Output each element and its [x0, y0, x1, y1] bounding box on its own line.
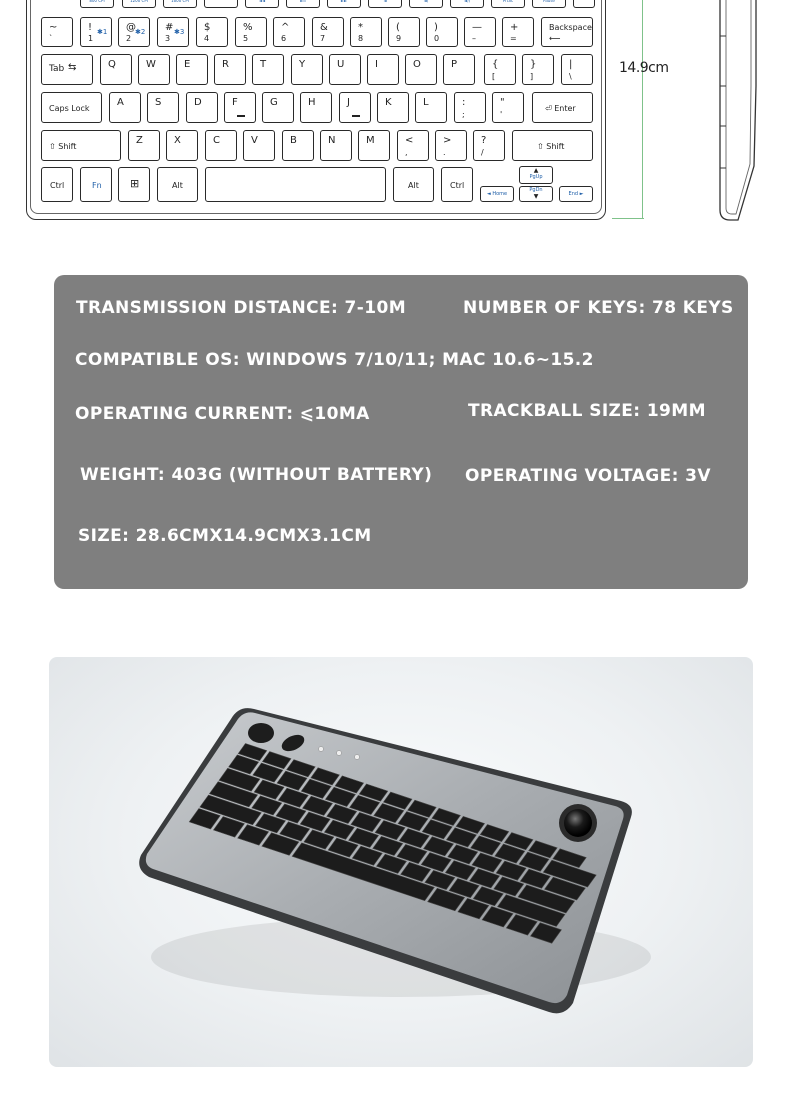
key-tilde: ~ `	[41, 17, 73, 47]
key-v: V	[243, 130, 275, 161]
function-key: ◄)	[409, 0, 443, 8]
key-a: A	[109, 92, 141, 123]
key-b: B	[282, 130, 314, 161]
key-3: # ✱3 3	[157, 17, 189, 47]
key-right-ctrl: Ctrl	[441, 167, 473, 202]
dimension-extension-line	[612, 218, 644, 219]
key-left-shift: ⇧ Shift	[41, 130, 121, 161]
key-9: ( 9	[388, 17, 420, 47]
keyboard-side-profile	[716, 0, 762, 224]
key-6: ^ 6	[273, 17, 305, 47]
key-enter: ⏎ Enter	[532, 92, 593, 123]
key-left-ctrl: Ctrl	[41, 167, 73, 202]
key-semicolon: : ;	[454, 92, 486, 123]
function-key: 800 CPI	[80, 0, 114, 8]
key-left-brace: { [	[484, 54, 516, 85]
function-key: ►►	[327, 0, 361, 8]
keyboard-photo-illustration	[49, 657, 753, 1067]
key-equals: + =	[502, 17, 534, 47]
key-backspace: Backspace ⟵	[541, 17, 593, 47]
key-minus: — –	[464, 17, 496, 47]
key-5: % 5	[235, 17, 267, 47]
spec-operating-voltage: OPERATING VOLTAGE: 3V	[465, 466, 711, 486]
key-c: C	[205, 130, 237, 161]
spec-size: SIZE: 28.6CMX14.9CMX3.1CM	[78, 526, 372, 546]
key-right-alt: Alt	[393, 167, 434, 202]
key-t: T	[252, 54, 284, 85]
key-1: ! ✱1 1	[80, 17, 112, 47]
key-l: L	[415, 92, 447, 123]
product-photo	[49, 657, 753, 1067]
key-down-arrow: PgDn ▼	[519, 186, 553, 202]
home-bump	[352, 115, 360, 117]
key-caps-lock: Caps Lock	[41, 92, 102, 123]
key-q: Q	[100, 54, 132, 85]
key-right-brace: } ]	[522, 54, 554, 85]
height-dimension-label: 14.9cm	[619, 60, 669, 76]
key-slash: ? /	[473, 130, 505, 161]
key-comma: < ,	[397, 130, 429, 161]
function-key: 1200 CPI	[122, 0, 156, 8]
key-g: G	[262, 92, 294, 123]
key-y: Y	[291, 54, 323, 85]
key-x: X	[166, 130, 198, 161]
spec-transmission-distance: TRANSMISSION DISTANCE: 7-10M	[76, 298, 407, 318]
key-0: ) 0	[426, 17, 458, 47]
key-backslash: | \	[561, 54, 593, 85]
key-o: O	[405, 54, 437, 85]
key-p: P	[443, 54, 475, 85]
key-4: $ 4	[196, 17, 228, 47]
key-n: N	[320, 130, 352, 161]
key-e: E	[176, 54, 208, 85]
key-windows	[118, 167, 150, 202]
function-key: PrtSc	[491, 0, 525, 8]
key-quote: " '	[492, 92, 524, 123]
key-f: F	[224, 92, 256, 123]
windows-icon: ⊞	[130, 177, 140, 190]
height-dimension-line	[642, 0, 643, 218]
key-left-arrow: ◄ Home	[480, 186, 514, 202]
key-i: I	[367, 54, 399, 85]
function-key: Pause	[532, 0, 566, 8]
key-fn: Fn	[80, 167, 112, 202]
key-h: H	[300, 92, 332, 123]
spec-number-of-keys: NUMBER OF KEYS: 78 KEYS	[463, 298, 734, 318]
function-key: ◄◄	[245, 0, 279, 8]
key-j: J	[339, 92, 371, 123]
key-z: Z	[128, 130, 160, 161]
key-tab: Tab ⇆	[41, 54, 93, 85]
key-right-arrow: End ►	[559, 186, 593, 202]
function-key: 1600 CPI	[163, 0, 197, 8]
key-left-alt: Alt	[157, 167, 198, 202]
key-k: K	[377, 92, 409, 123]
key-8: * 8	[350, 17, 382, 47]
key-r: R	[214, 54, 246, 85]
key-7: & 7	[312, 17, 344, 47]
tab-arrows-icon: ⇆	[68, 62, 77, 73]
key-period: > .	[435, 130, 467, 161]
spec-trackball-size: TRACKBALL SIZE: 19MM	[468, 401, 706, 421]
spec-operating-current: OPERATING CURRENT: ⩽10MA	[75, 404, 370, 424]
key-w: W	[138, 54, 170, 85]
keyboard-drawing	[0, 0, 800, 240]
key-m: M	[358, 130, 390, 161]
function-key	[573, 0, 595, 8]
key-right-shift: ⇧ Shift	[512, 130, 593, 161]
function-key	[204, 0, 238, 8]
spec-weight: WEIGHT: 403G (WITHOUT BATTERY)	[80, 465, 433, 485]
key-up-arrow: ▲ PgUp	[519, 166, 553, 184]
home-bump	[237, 115, 245, 117]
function-key: ◄))	[450, 0, 484, 8]
function-key: ◄	[368, 0, 402, 8]
key-space	[205, 167, 386, 202]
spec-panel	[54, 275, 748, 589]
key-s: S	[147, 92, 179, 123]
key-2: @ ✱2 2	[118, 17, 150, 47]
key-d: D	[186, 92, 218, 123]
function-key: ►II	[286, 0, 320, 8]
key-u: U	[329, 54, 361, 85]
spec-compatible-os: COMPATIBLE OS: WINDOWS 7/10/11; MAC 10.6~15.2	[75, 350, 594, 370]
